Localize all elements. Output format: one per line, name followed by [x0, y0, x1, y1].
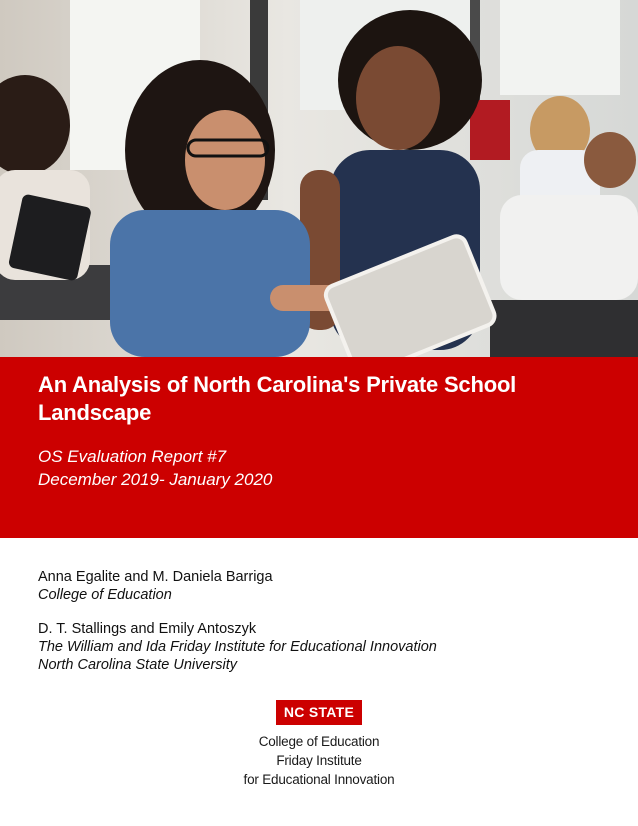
classroom-photo-illustration	[0, 0, 638, 357]
author-names: D. T. Stallings and Emily Antoszyk	[38, 621, 257, 637]
logo-line: College of Education	[258, 734, 380, 749]
report-label: OS Evaluation Report #7	[38, 447, 227, 466]
authors-block	[38, 568, 608, 690]
author-names: Anna Egalite and M. Daniela Barriga	[38, 569, 273, 585]
author-affiliation: North Carolina State University	[38, 657, 238, 673]
report-title: An Analysis of North Carolina's Private School Landscape	[38, 372, 517, 425]
author-affiliation: College of Education	[38, 587, 172, 603]
author-group	[38, 568, 608, 604]
nc-state-badge: NC STATE	[276, 700, 362, 725]
logo-line: Friday Institute	[276, 753, 362, 768]
report-subtitle	[38, 445, 600, 491]
nc-state-logo	[0, 700, 638, 789]
cover-photo	[0, 0, 638, 357]
author-group	[38, 620, 608, 674]
logo-unit-names	[0, 732, 638, 789]
logo-line: for Educational Innovation	[243, 772, 395, 787]
author-affiliation: The William and Ida Friday Institute for Educational Innovation	[38, 639, 437, 655]
report-date-range: December 2019- January 2020	[38, 470, 273, 489]
title-band	[0, 357, 638, 538]
